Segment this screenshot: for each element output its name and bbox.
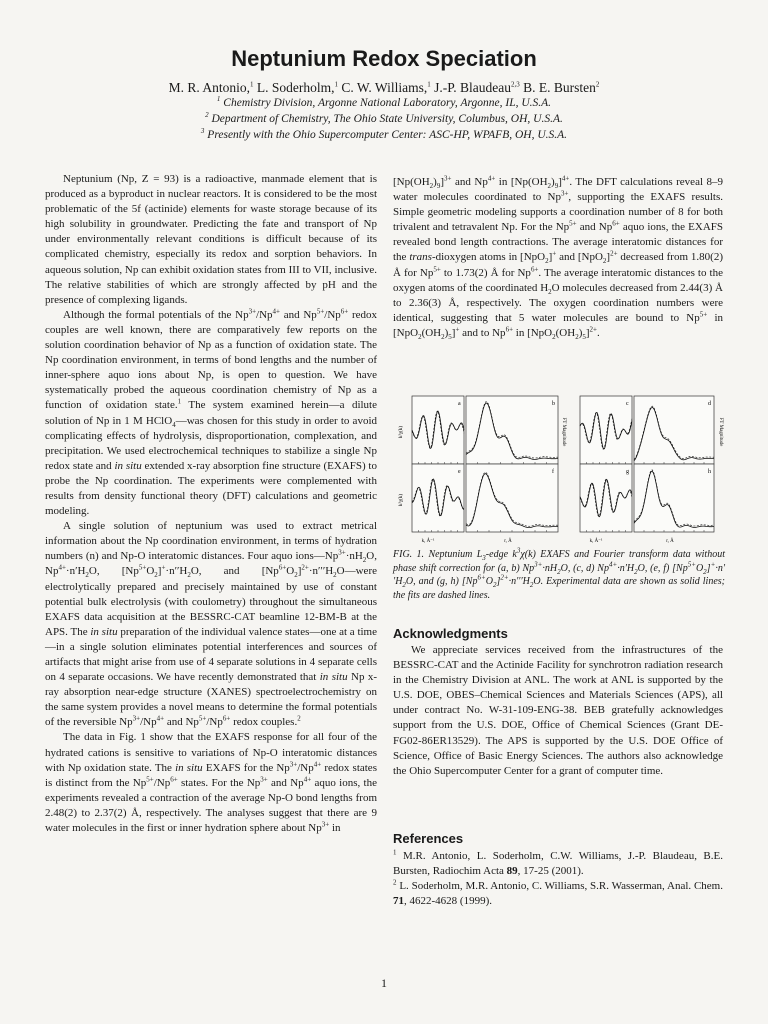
- panel-letter: a: [458, 401, 461, 407]
- body-paragraph: $[Np(OH_2)_9]^{3+}$ and $Np^{4+}$ in $[Np(OH_2)_9]^{4+}$. The DFT calculations reveal 8–9 water molecules coordinated to $Np^{3+}$, supporting the EXAFS results. Simple geometric modeling supports a coordination number of 8 for both trivalent and tetravalent Np. For the $Np^{5+}$ and $Np^{6+}$ aquo ions, the EXAFS revealed bond length contractions. The average interatomic distances for the trans-dioxygen atoms in [NpO$_2$]+ and $[NpO_2]^{2+}$ decreased from 1.80(2) Å for $Np^{5+}$ to 1.73(2) Å for $Np^{6+}$. The average interatomic distances to the oxygen atoms of the coordinated $H_2O$ molecules decreased from 2.44(3) Å to 2.36(3) Å, respectively. The oxygen coordination numbers were identical, suggesting that 5 water molecules are bound to $Np^{5+}$ in $[NpO_2(OH_2)_5]^+$ and to $Np^{6+}$ in $[NpO_2(OH_2)_5]^{2+}$.: [393, 174, 724, 342]
- exafs-figure: [398, 394, 728, 544]
- panel-letter: f: [552, 469, 554, 475]
- figure-panel-frame: [466, 464, 558, 532]
- figure-panel-frame: [466, 396, 558, 464]
- affiliation-3: $^3$ Presently with the Ohio Supercomputer Center: ASC-HP, WPAFB, OH, U.S.A.: [200, 127, 568, 141]
- panel-letter: d: [708, 401, 711, 407]
- author-list: M. R. Antonio,$^1$ L. Soderholm,$^1$ C. W. Williams,$^1$ J.-P. Blaudeau$^{2,3}$ B. E. Bursten$^2$: [168, 80, 600, 95]
- panel-letter: b: [552, 401, 555, 407]
- acknowledgments-body: [393, 643, 723, 779]
- reference-item: $^2$ L. Soderholm, M.R. Antonio, C. Williams, S.R. Wasserman, Anal. Chem. 71, 4622-4628 (1999).: [393, 878, 723, 908]
- acknowledgments-heading: Acknowledgments: [393, 626, 508, 641]
- references-heading: References: [393, 831, 464, 846]
- body-paragraph: The data in Fig. 1 show that the EXAFS response for all four of the hydrated cations is sensitive to variations of Np-O interatomic distances with Np oxidation state. The in situ EXAFS for the $Np^{3+}/Np^{4+}$ redox states is distinct from the $Np^{5+}/Np^{6+}$ states. For the $Np^{3+}$ and $Np^{4+}$ aquo ions, the experiments revealed a contraction of the average Np-O bond lengths from 2.48(2) to 2.37(2) Å, respectively. The analyses suggest that there are 9 water molecules in the first or inner hydration sphere about $Np^{3+}$ in: [45, 731, 377, 835]
- ack-paragraph: We appreciate services received from the infrastructures of the BESSRC-CAT and the Actinide Facility for synchrotron radiation research in the Chemistry Division at ANL. The work at ANL is supported by the U.S. DOE, OBES–Chemical Sciences and Materials Sciences (APS), all under contract No. W-31-109-ENG-38. BEB gratefully acknowledges support from the U.S. DOE, Office of Chemical Sciences (Grant DE-FG02-86ER13529). The APS is supported by the U.S. DOE Office of Science, Office of Basic Energy Sciences. The authors also acknowledge the Ohio Supercomputer Center for a grant of computer time.: [393, 644, 723, 777]
- paper-title: Neptunium Redox Speciation: [231, 46, 537, 71]
- axis-label: r, Å: [504, 539, 512, 544]
- left-column: [45, 172, 377, 836]
- axis-label: r, Å: [666, 539, 674, 544]
- panel-letter: g: [626, 469, 629, 475]
- figure-panel-frame: [634, 464, 714, 532]
- affiliation-1: $^1$ Chemistry Division, Argonne National Laboratory, Argonne, IL, U.S.A.: [216, 95, 552, 109]
- figure-caption: FIG. 1. Neptunium $L_3$-edge $k^3\chi(k)$ EXAFS and Fourier transform data without phase shift correction for (a, b) $Np^{3+}\cdot nH_2O$, (c, d) $Np^{4+}\cdot n'H_2O$, (e, f) $[Np^{5+}O_2]^+\cdot n''H_2O$, and (g, h) $[Np^{6+}O_2]^{2+}\cdot n'''H_2O$. Experimental data are shown as solid lines; the fits are dashed lines.: [393, 546, 725, 601]
- axis-label: FT Magnitude: [718, 417, 723, 447]
- axis-label: k, Å⁻¹: [421, 539, 435, 544]
- axis-label: k³χ(k): [399, 493, 404, 507]
- axis-label: k³χ(k): [399, 425, 404, 439]
- panel-letter: c: [626, 401, 629, 407]
- reference-item: $^1$ M.R. Antonio, L. Soderholm, C.W. Williams, J.-P. Blaudeau, B.E. Bursten, Radiochim Acta 89, 17-25 (2001).: [393, 848, 723, 878]
- figure-panel-frame: [634, 396, 714, 464]
- body-paragraph: Although the formal potentials of the $Np^{3+}/Np^{4+}$ and $Np^{5+}/Np^{6+}$ redox couples are well known, there are comparatively few reports on the solution coordination behavior of Np as a function of oxidation state. The Np coordination environment, in terms of bond lengths and the number of inner-sphere aquo ions about Np, is open to question. We have systematically probed the aqueous coordination chemistry of Np as a function of oxidation state.$^1$ The system examined herein—a dilute solution of Np in 1 M HClO$_4$—was chosen for this study in order to avoid complicating effects of hydrolysis, disproportionation, complexation, and precipitation. We used electrochemical techniques to stabilize a single Np redox state and in situ extended x-ray absorption fine structure (EXAFS) to probe the Np coordination. The experiments were complemented with results from density functional theory (DFT) calculations and geometric modeling.: [45, 307, 378, 518]
- body-paragraph: Neptunium (Np, Z = 93) is a radioactive, manmade element that is produced as a byproduct in nuclear reactors. It is considered to be the most problematic of the 5f (actinide) elements for waste storage because of its high solubility in groundwater. Predicting the fate and transport of Np under environmentally relevant conditions is difficult because of its complicated chemistry, especially its redox and sorption behaviors. In aqueous solution, Np can exhibit oxidation states from III to VII, inclusive. The relative stabilities of which are strongly affected by pH and the presence of complexing ligands.: [45, 173, 377, 306]
- page-number: 1: [381, 976, 387, 990]
- affiliation-2: $^2$ Department of Chemistry, The Ohio State University, Columbus, OH, U.S.A.: [205, 111, 563, 125]
- references-list: [393, 849, 723, 909]
- body-paragraph: A single solution of neptunium was used to extract metrical information about the Np coordination environment, in terms of hydration numbers (n) and Np-O interatomic distances. Four aquo $ions—Np^{3+}\cdot nH_2O$, $Np^{4+}\cdot n'H_2O$, $[Np^{5+}O_2]^+\cdot n''H_2O$, and $[Np^{6+}O_2]^{2+}\cdot n'''H_2O—were$ electrolytically prepared and precisely maintained by use of constant potential bulk electrolysis (with coulometry) throughout the simultaneous EXAFS data acquisition at the BESSRC-CAT beamline 12-BM-B at the APS. The in situ preparation of the individual valence states—one at a time—in a single solution eliminates potential interferences and sources of artifacts that might arise from use of 4 separate solutions in 4 separate cells on 4 separate occasions. We have recently demonstrated that in situ Np x-ray absorption near-edge structure (XANES) spectroelectrochemistry on the same system provides a novel means to determine the formal potentials of the reversible $Np^{3+}/Np^{4+}$ and $Np^{5+}/Np^{6+}$ redox couples.$^2$: [45, 520, 378, 729]
- axis-label: k, Å⁻¹: [589, 539, 603, 544]
- panel-letter: h: [708, 469, 711, 475]
- right-column-top: [393, 175, 723, 341]
- panel-letter: e: [458, 469, 461, 475]
- axis-label: FT Magnitude: [561, 417, 566, 447]
